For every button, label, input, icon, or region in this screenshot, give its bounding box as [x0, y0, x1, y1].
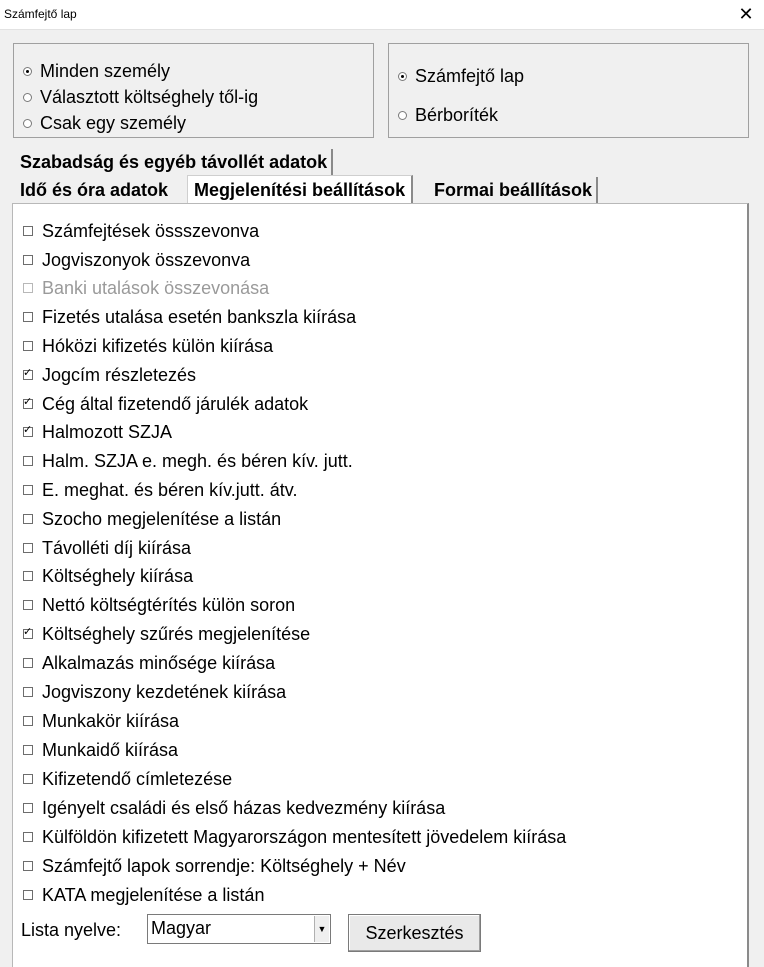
tab-format-settings[interactable]: Formai beállítások: [430, 177, 598, 204]
checkbox[interactable]: [23, 427, 33, 437]
option-employment-start[interactable]: [23, 680, 286, 704]
option-employer-contributions[interactable]: [23, 392, 308, 416]
radio-label: Minden személy: [40, 61, 171, 81]
radio-payslip[interactable]: [398, 66, 524, 87]
radio-indicator[interactable]: [23, 67, 32, 76]
option-label: Hóközi kifizetés külön kiírása: [42, 335, 274, 356]
checkbox[interactable]: [23, 687, 33, 697]
option-midmonth-payment[interactable]: [23, 334, 273, 358]
radio-indicator[interactable]: [23, 93, 32, 102]
option-label: Cég által fizetendő járulék adatok: [42, 393, 309, 414]
option-merge-bank-transfers: [23, 276, 269, 300]
language-select[interactable]: [147, 914, 331, 944]
display-settings-panel: [12, 203, 749, 967]
radio-cost-center-range[interactable]: [23, 87, 258, 108]
option-absence-fee[interactable]: [23, 536, 191, 560]
language-value: Magyar: [151, 918, 212, 938]
radio-label: Csak egy személy: [40, 113, 187, 133]
option-label: Kifizetendő címletezése: [42, 768, 233, 789]
checkbox[interactable]: [23, 861, 33, 871]
checkbox[interactable]: [23, 774, 33, 784]
chevron-down-icon[interactable]: ▼: [314, 916, 329, 942]
scope-groupbox: [13, 43, 374, 138]
checkbox[interactable]: [23, 890, 33, 900]
checkbox[interactable]: [23, 514, 33, 524]
option-foreign-income[interactable]: [23, 825, 566, 849]
option-cumulative-szja-benefits[interactable]: [23, 449, 353, 473]
option-merge-payrolls[interactable]: [23, 219, 259, 243]
option-szocho[interactable]: [23, 507, 281, 531]
edit-button[interactable]: Szerkesztés: [348, 914, 481, 952]
option-label: Munkaidő kiírása: [42, 739, 179, 760]
close-icon[interactable]: ✕: [738, 4, 754, 24]
option-label: Nettó költségtérítés külön soron: [42, 594, 296, 615]
option-label: Jogviszonyok összevonva: [42, 249, 251, 270]
option-label: Banki utalások összevonása: [42, 277, 270, 298]
option-label: Távolléti díj kiírása: [42, 537, 192, 558]
radio-single-person[interactable]: [23, 113, 186, 134]
option-label: Külföldön kifizetett Magyarországon mentesített jövedelem kiírása: [42, 826, 567, 847]
option-net-reimbursement[interactable]: [23, 593, 295, 617]
tab-time-data[interactable]: Idő és óra adatok: [16, 177, 172, 204]
option-denomination[interactable]: [23, 767, 232, 791]
option-cumulative-szja[interactable]: [23, 420, 172, 444]
output-groupbox: [388, 43, 749, 138]
checkbox[interactable]: [23, 226, 33, 236]
radio-indicator[interactable]: [23, 119, 32, 128]
option-label: Munkakör kiírása: [42, 710, 180, 731]
checkbox[interactable]: [23, 716, 33, 726]
option-label: Számfejtő lapok sorrendje: Költséghely + Név: [42, 855, 406, 876]
option-benefits-transfer[interactable]: [23, 478, 297, 502]
checkbox[interactable]: [23, 571, 33, 581]
option-label: Igényelt családi és első házas kedvezmény kiírása: [42, 797, 446, 818]
checkbox[interactable]: [23, 255, 33, 265]
radio-indicator[interactable]: [398, 111, 407, 120]
radio-all-persons[interactable]: [23, 61, 170, 82]
radio-pay-envelope[interactable]: [398, 105, 498, 126]
checkbox[interactable]: [23, 485, 33, 495]
checkbox[interactable]: [23, 312, 33, 322]
checkbox[interactable]: [23, 341, 33, 351]
checkbox[interactable]: [23, 370, 33, 380]
window-title: Számfejtő lap: [4, 7, 77, 21]
tab-display-settings[interactable]: Megjelenítési beállítások: [187, 175, 413, 204]
option-sort-order[interactable]: [23, 854, 406, 878]
option-cost-center-filter[interactable]: [23, 622, 310, 646]
option-working-hours[interactable]: [23, 738, 178, 762]
option-label: KATA megjelenítése a listán: [42, 884, 265, 905]
option-title-details[interactable]: [23, 363, 196, 387]
title-bar: [0, 0, 764, 30]
option-label: Alkalmazás minősége kiírása: [42, 652, 276, 673]
checkbox[interactable]: [23, 658, 33, 668]
option-label: Költséghely szűrés megjelenítése: [42, 623, 311, 644]
option-label: Szocho megjelenítése a listán: [42, 508, 282, 529]
checkbox[interactable]: [23, 456, 33, 466]
tab-absence-data[interactable]: Szabadság és egyéb távollét adatok: [16, 149, 333, 175]
language-label: Lista nyelve:: [21, 920, 122, 940]
checkbox[interactable]: [23, 600, 33, 610]
option-cost-center[interactable]: [23, 564, 193, 588]
radio-label: Választott költséghely től-ig: [40, 87, 259, 107]
checkbox: [23, 283, 33, 293]
option-kata[interactable]: [23, 883, 264, 907]
option-label: Jogcím részletezés: [42, 364, 197, 385]
checkbox[interactable]: [23, 629, 33, 639]
checkbox[interactable]: [23, 832, 33, 842]
checkbox[interactable]: [23, 543, 33, 553]
checkbox[interactable]: [23, 745, 33, 755]
option-employment-quality[interactable]: [23, 651, 275, 675]
radio-label: Bérboríték: [415, 105, 499, 125]
option-family-allowance[interactable]: [23, 796, 445, 820]
option-label: Számfejtések össszevonva: [42, 220, 260, 241]
option-merge-employments[interactable]: [23, 248, 250, 272]
option-label: Jogviszony kezdetének kiírása: [42, 681, 287, 702]
radio-indicator[interactable]: [398, 72, 407, 81]
option-label: E. meghat. és béren kív.jutt. átv.: [42, 479, 298, 500]
checkbox[interactable]: [23, 803, 33, 813]
option-label: Halm. SZJA e. megh. és béren kív. jutt.: [42, 450, 353, 471]
radio-label: Számfejtő lap: [415, 66, 525, 86]
option-job-title[interactable]: [23, 709, 179, 733]
option-label: Halmozott SZJA: [42, 421, 173, 442]
option-label: Költséghely kiírása: [42, 565, 194, 586]
checkbox[interactable]: [23, 399, 33, 409]
option-bank-account[interactable]: [23, 305, 356, 329]
option-label: Fizetés utalása esetén bankszla kiírása: [42, 306, 357, 327]
